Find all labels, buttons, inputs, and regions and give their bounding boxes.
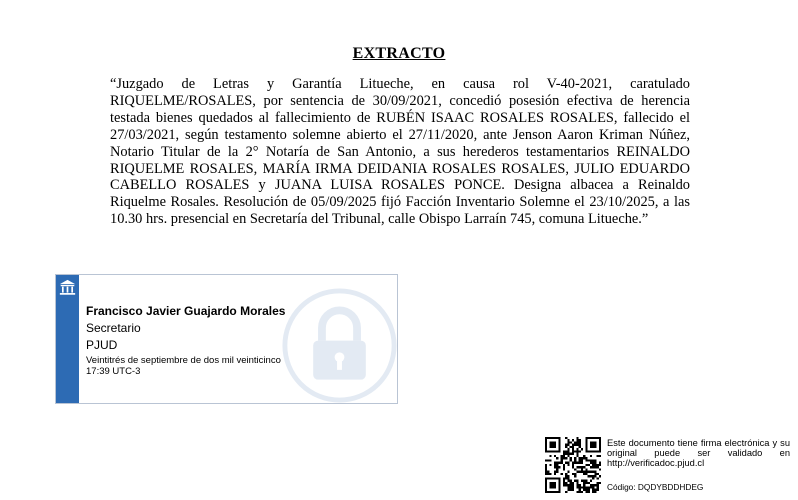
verification-notice: Este documento tiene firma electrónica y su original puede ser validado en http://verificadoc.pjud.cl — [607, 438, 790, 469]
document-body: “Juzgado de Letras y Garantía Litueche, en causa rol V-40-2021, caratulado RIQUELME/ROSALES, por sentencia de 30/09/2021, concedió posesión efectiva de herencia testada bienes quedados al fallecimiento de RUBÉN ISAAC ROSALES ROSALES, fallecido el 27/03/2021, según testamento solemne abierto el 27/11/2020, ante Jenson Aaron Kriman Núñez, Notario Titular de la 2° Notaría de San Antonio, a sus herederos testamentarios REINALDO RIQUELME ROSALES, MARÍA IRMA DEIDANIA ROSALES ROSALES, JULIO EDUARDO CABELLO ROSALES y JUANA LUISA ROSALES PONCE. Designa albacea a Reinaldo Riquelme Rosales. Resolución de 05/09/2025 fijó Facción Inventario Solemne el 23/10/2025, a las 10.30 hrs. presencial en Secretaría del Tribunal, calle Obispo Larraín 745, comuna Litueche.” — [110, 76, 690, 228]
qr-code-icon — [545, 437, 601, 493]
verification-code: Código: DQDYBDDHDEG — [607, 482, 704, 492]
courthouse-icon — [59, 279, 76, 296]
lock-icon — [281, 287, 398, 404]
signer-organization: PJUD — [86, 337, 118, 352]
signer-role: Secretario — [86, 321, 141, 335]
signature-time: 17:39 UTC-3 — [86, 365, 141, 377]
signer-name: Francisco Javier Guajardo Morales — [86, 304, 286, 318]
signature-side-bar — [56, 275, 79, 403]
signature-date: Veintitrés de septiembre de dos mil veinticinco — [86, 355, 281, 366]
document-title: EXTRACTO — [352, 45, 446, 62]
electronic-signature-box — [55, 274, 398, 404]
